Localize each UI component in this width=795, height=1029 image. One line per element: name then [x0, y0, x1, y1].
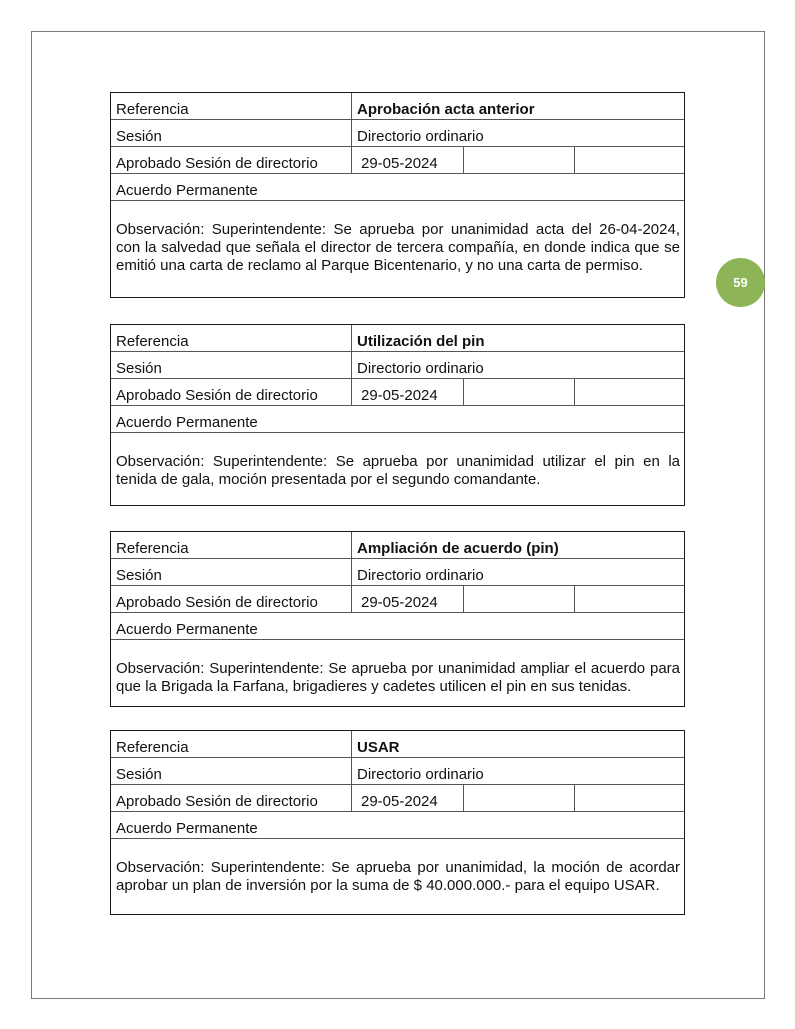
acuerdo-row: [111, 613, 684, 640]
aprobado-label: Aprobado Sesión de directorio: [116, 155, 318, 172]
referencia-value: Utilización del pin: [351, 325, 684, 351]
record-table: [110, 531, 685, 707]
sesion-row: [111, 120, 684, 147]
aprobado-date: 29-05-2024: [351, 785, 463, 811]
referencia-row: [111, 731, 684, 758]
aprobado-row: [111, 379, 684, 406]
sesion-label: Sesión: [116, 360, 162, 377]
empty-cell: [574, 147, 684, 173]
acuerdo-row: [111, 812, 684, 839]
sesion-row: [111, 352, 684, 379]
aprobado-row: [111, 785, 684, 812]
sesion-row: [111, 758, 684, 785]
referencia-label: Referencia: [116, 333, 189, 350]
referencia-value: Aprobación acta anterior: [351, 93, 684, 119]
aprobado-label: Aprobado Sesión de directorio: [116, 594, 318, 611]
empty-cell: [463, 785, 574, 811]
acuerdo-label: Acuerdo Permanente: [116, 621, 258, 638]
referencia-value: Ampliación de acuerdo (pin): [351, 532, 684, 558]
sesion-value: Directorio ordinario: [351, 352, 684, 378]
empty-cell: [574, 785, 684, 811]
acuerdo-row: [111, 174, 684, 201]
acuerdo-label: Acuerdo Permanente: [116, 182, 258, 199]
observacion-text: Observación: Superintendente: Se aprueba por unanimidad utilizar el pin en la tenida de gala, moción presentada por el segundo comandante.: [116, 453, 680, 488]
sesion-value: Directorio ordinario: [351, 559, 684, 585]
page-number-badge: 59: [716, 258, 765, 307]
acuerdo-label: Acuerdo Permanente: [116, 820, 258, 837]
sesion-row: [111, 559, 684, 586]
referencia-row: [111, 325, 684, 352]
sesion-value: Directorio ordinario: [351, 120, 684, 146]
empty-cell: [574, 586, 684, 612]
aprobado-date: 29-05-2024: [351, 147, 463, 173]
acuerdo-row: [111, 406, 684, 433]
sesion-label: Sesión: [116, 128, 162, 145]
observacion-text: Observación: Superintendente: Se aprueba por unanimidad ampliar el acuerdo para que la Brigada la Farfana, brigadieres y cadetes utilicen el pin en sus tenidas.: [116, 660, 680, 695]
aprobado-label: Aprobado Sesión de directorio: [116, 387, 318, 404]
sesion-label: Sesión: [116, 766, 162, 783]
record-table: [110, 730, 685, 915]
aprobado-row: [111, 147, 684, 174]
empty-cell: [463, 379, 574, 405]
empty-cell: [463, 586, 574, 612]
observacion-text: Observación: Superintendente: Se aprueba por unanimidad acta del 26-04-2024, con la salvedad que señala el director de tercera compañía, en donde indica que se emitió una carta de reclamo al Parque Bicentenario, y no una carta de permiso.: [116, 221, 680, 274]
sesion-value: Directorio ordinario: [351, 758, 684, 784]
referencia-label: Referencia: [116, 739, 189, 756]
referencia-row: [111, 532, 684, 559]
referencia-row: [111, 93, 684, 120]
sesion-label: Sesión: [116, 567, 162, 584]
observacion-text: Observación: Superintendente: Se aprueba por unanimidad, la moción de acordar aprobar un plan de inversión por la suma de $ 40.000.000.- para el equipo USAR.: [116, 859, 680, 894]
aprobado-label: Aprobado Sesión de directorio: [116, 793, 318, 810]
record-table: [110, 324, 685, 506]
aprobado-date: 29-05-2024: [351, 379, 463, 405]
record-table: [110, 92, 685, 298]
empty-cell: [574, 379, 684, 405]
aprobado-date: 29-05-2024: [351, 586, 463, 612]
aprobado-row: [111, 586, 684, 613]
acuerdo-label: Acuerdo Permanente: [116, 414, 258, 431]
referencia-label: Referencia: [116, 101, 189, 118]
empty-cell: [463, 147, 574, 173]
referencia-label: Referencia: [116, 540, 189, 557]
referencia-value: USAR: [351, 731, 684, 757]
